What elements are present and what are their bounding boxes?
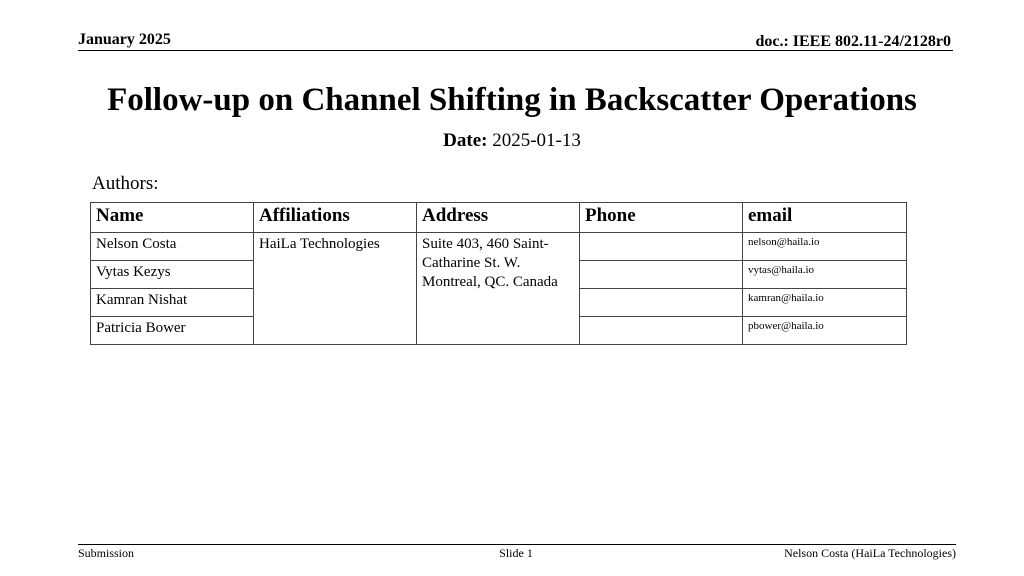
header-divider	[78, 50, 953, 51]
author-address: Suite 403, 460 Saint-Catharine St. W. Montreal, QC. Canada	[417, 233, 580, 345]
header-doc-id: doc.: IEEE 802.11-24/2128r0	[755, 33, 951, 50]
author-phone	[580, 233, 743, 261]
authors-label: Authors:	[92, 173, 159, 194]
author-email: vytas@haila.io	[743, 261, 907, 289]
author-email: pbower@haila.io	[743, 317, 907, 345]
author-affiliation: HaiLa Technologies	[254, 233, 417, 345]
column-header-name: Name	[91, 203, 254, 233]
table-row	[91, 233, 907, 261]
author-phone	[580, 317, 743, 345]
slide-title: Follow-up on Channel Shifting in Backscatter Operations	[107, 82, 917, 118]
author-name: Nelson Costa	[91, 233, 254, 261]
footer-divider	[78, 544, 956, 545]
date-value: 2025-01-13	[487, 130, 581, 151]
authors-table	[90, 202, 907, 345]
author-phone	[580, 289, 743, 317]
column-header-affiliations: Affiliations	[254, 203, 417, 233]
column-header-phone: Phone	[580, 203, 743, 233]
footer-author: Nelson Costa (HaiLa Technologies)	[784, 546, 956, 560]
author-email: kamran@haila.io	[743, 289, 907, 317]
footer-slide-number: Slide 1	[499, 546, 533, 560]
header-date: January 2025	[78, 31, 171, 48]
table-header-row	[91, 203, 907, 233]
author-name: Patricia Bower	[91, 317, 254, 345]
author-name: Vytas Kezys	[91, 261, 254, 289]
author-name: Kamran Nishat	[91, 289, 254, 317]
author-phone	[580, 261, 743, 289]
footer-submission: Submission	[78, 546, 135, 560]
author-email: nelson@haila.io	[743, 233, 907, 261]
column-header-email: email	[743, 203, 907, 233]
column-header-address: Address	[417, 203, 580, 233]
date-line	[0, 130, 1024, 152]
date-label: Date:	[443, 130, 488, 151]
